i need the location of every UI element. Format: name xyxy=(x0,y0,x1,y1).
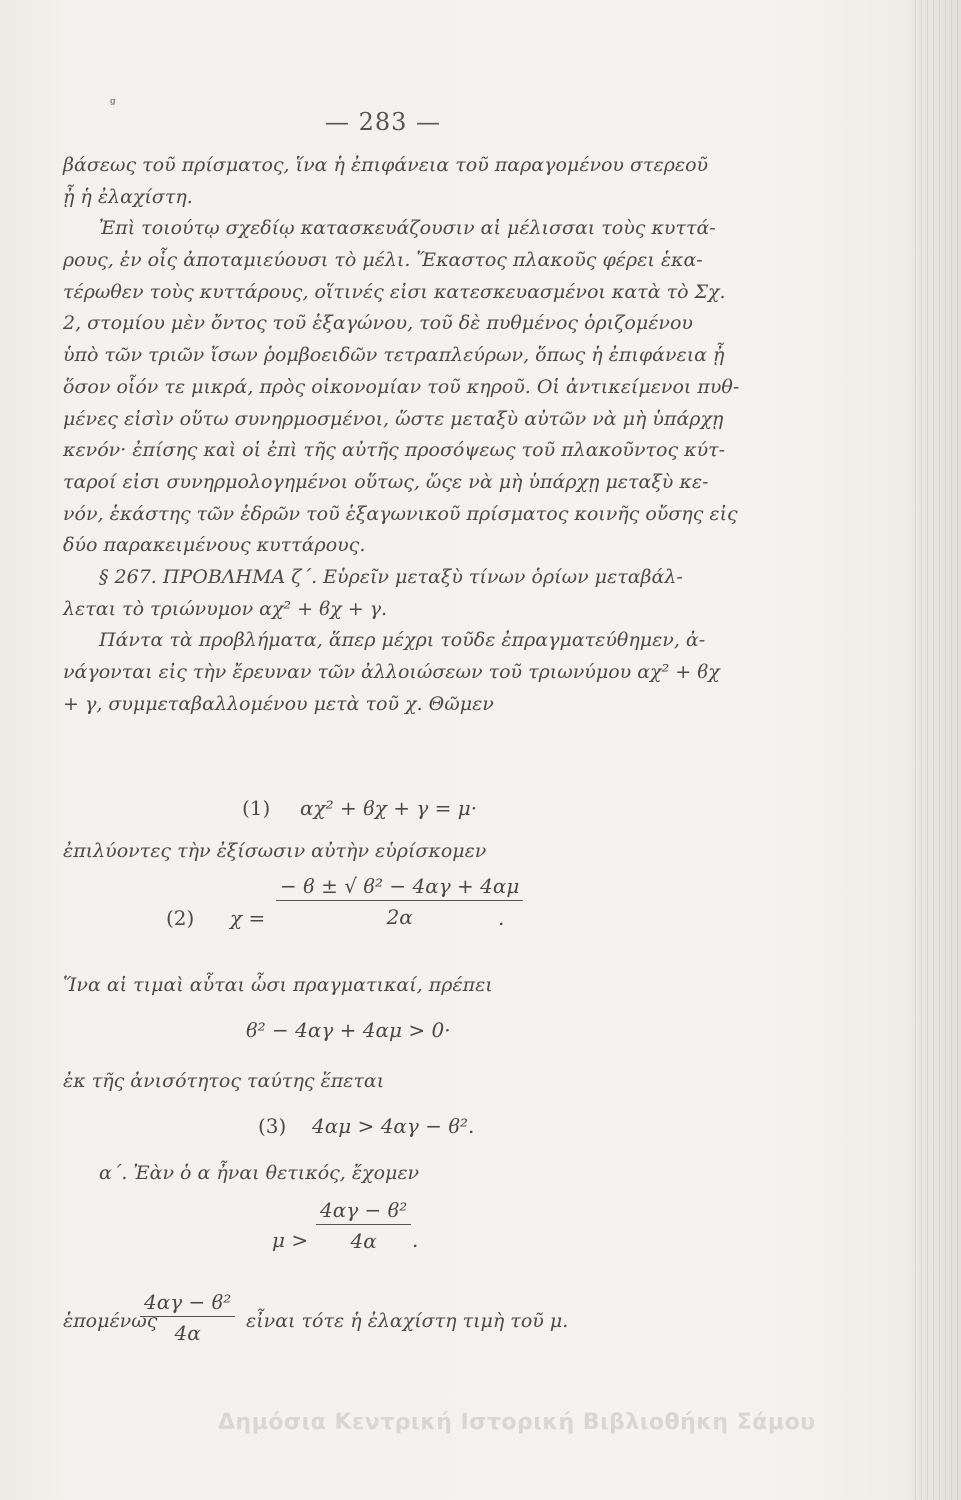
text-line: μένες εἰσὶν οὕτω συνηρμοσμένοι, ὥστε μεταξὺ αὐτῶν νὰ μὴ ὑπάρχῃ xyxy=(63,407,724,430)
text-line: α΄. Ἐὰν ὁ α ἦναι θετικός, ἔχομεν xyxy=(99,1162,420,1184)
text-line: ρους, ἐν οἷς ἀποταμιεύουσι τὸ μέλι. Ἕκαστος πλακοῦς φέρει ἑκα- xyxy=(63,249,703,272)
fraction-denominator: 2α xyxy=(386,905,413,929)
equation-3: 4αμ > 4αγ − ϐ². xyxy=(312,1114,475,1138)
fraction-numerator: 4αγ − ϐ² xyxy=(316,1198,411,1225)
section-heading: § 267. ΠΡΟΒΛΗΜΑ ζ΄. Εὑρεῖν μεταξὺ τίνων ὁρίων μεταβάλ- xyxy=(99,565,683,588)
page-number: — 283 — xyxy=(324,108,442,136)
text-line: ἐπιλύοντες τὴν ἐξίσωσιν αὐτὴν εὑρίσκομεν xyxy=(63,840,487,862)
text-line: κενόν· ἐπίσης καὶ οἱ ἐπὶ τῆς αὐτῆς προσόψεως τοῦ πλακοῦντος κύτ- xyxy=(63,439,726,462)
equation-number: (3) xyxy=(258,1114,287,1138)
inequality-2-fraction xyxy=(316,1198,411,1253)
text-line: βάσεως τοῦ πρίσματος, ἵνα ἡ ἐπιφάνεια τοῦ παραγομένου στερεοῦ xyxy=(63,154,709,176)
text-line: ὑπὸ τῶν τριῶν ἴσων ῥομβοειδῶν τετραπλεύρων, ὅπως ἡ ἐπιφάνεια ᾖ xyxy=(63,344,725,367)
inequality-2-tail: . xyxy=(412,1228,419,1252)
equation-2-tail: . xyxy=(498,906,505,930)
equation-2-fraction xyxy=(276,874,523,929)
text-line: ἑπομένως xyxy=(63,1310,158,1332)
text-line: νάγονται εἰς τὴν ἔρευναν τῶν ἀλλοιώσεων τοῦ τριωνύμου αχ² + ϐχ xyxy=(63,661,720,683)
section-heading-cont: λεται τὸ τριώνυμον αχ² + ϐχ + γ. xyxy=(63,597,388,620)
text-line: τέρωθεν τοὺς κυττάρους, οἵτινές εἰσι κατεσκευασμένοι κατὰ τὸ Σχ. xyxy=(63,280,726,303)
fraction-numerator: − ϐ ± √ ϐ² − 4αγ + 4αμ xyxy=(276,874,523,901)
fraction-denominator: 4α xyxy=(350,1229,377,1253)
fraction-numerator: 4αγ − ϐ² xyxy=(140,1290,235,1317)
text-line: Ἐπὶ τοιούτῳ σχεδίῳ κατασκευάζουσιν αἱ μέλισσαι τοὺς κυττά- xyxy=(99,217,716,240)
equation-1: αχ² + ϐχ + γ = μ· xyxy=(300,796,478,820)
inequality-2-lhs: μ > xyxy=(272,1228,309,1252)
final-fraction xyxy=(140,1290,235,1345)
equation-number: (2) xyxy=(166,906,195,930)
library-watermark: Δημόσια Κεντρική Ιστορική Βιβλιοθήκη Σάμου xyxy=(218,1410,816,1435)
corner-mark: ᵍ xyxy=(110,96,116,112)
equation-number: (1) xyxy=(242,796,271,820)
text-line: ταροί εἰσι συνηρμολογημένοι οὕτως, ὥςε νὰ μὴ ὑπάρχῃ μεταξὺ κε- xyxy=(63,470,709,493)
page-edge xyxy=(913,0,961,1500)
text-line: ἐκ τῆς ἀνισότητος ταύτης ἕπεται xyxy=(63,1070,385,1092)
text-line: Ἵνα αἱ τιμαὶ αὗται ὦσι πραγματικαί, πρέπει xyxy=(63,974,493,996)
text-line: Πάντα τὰ προβλήματα, ἅπερ μέχρι τοῦδε ἐπραγματεύθημεν, ἀ- xyxy=(99,629,706,652)
fraction-denominator: 4α xyxy=(174,1321,201,1345)
text-line: ᾖ ἡ ἐλαχίστη. xyxy=(63,185,193,208)
text-line: εἶναι τότε ἡ ἐλαχίστη τιμὴ τοῦ μ. xyxy=(246,1310,569,1332)
text-line: 2, στομίου μὲν ὄντος τοῦ ἑξαγώνου, τοῦ δὲ πυθμένος ὁριζομένου xyxy=(63,312,693,335)
equation-2-lhs: χ = xyxy=(230,906,266,930)
text-line: νόν, ἑκάστης τῶν ἑδρῶν τοῦ ἑξαγωνικοῦ πρίσματος κοινῆς οὔσης εἰς xyxy=(63,502,738,525)
body-text xyxy=(63,150,740,720)
text-line: + γ, συμμεταβαλλομένου μετὰ τοῦ χ. Θῶμεν xyxy=(63,692,494,715)
inequality-1: ϐ² − 4αγ + 4αμ > 0· xyxy=(246,1018,451,1042)
text-line: ὅσον οἷόν τε μικρά, πρὸς οἰκονομίαν τοῦ κηροῦ. Οἱ ἀντικείμενοι πυθ- xyxy=(63,375,740,398)
text-line: δύο παρακειμένους κυττάρους. xyxy=(63,534,366,557)
